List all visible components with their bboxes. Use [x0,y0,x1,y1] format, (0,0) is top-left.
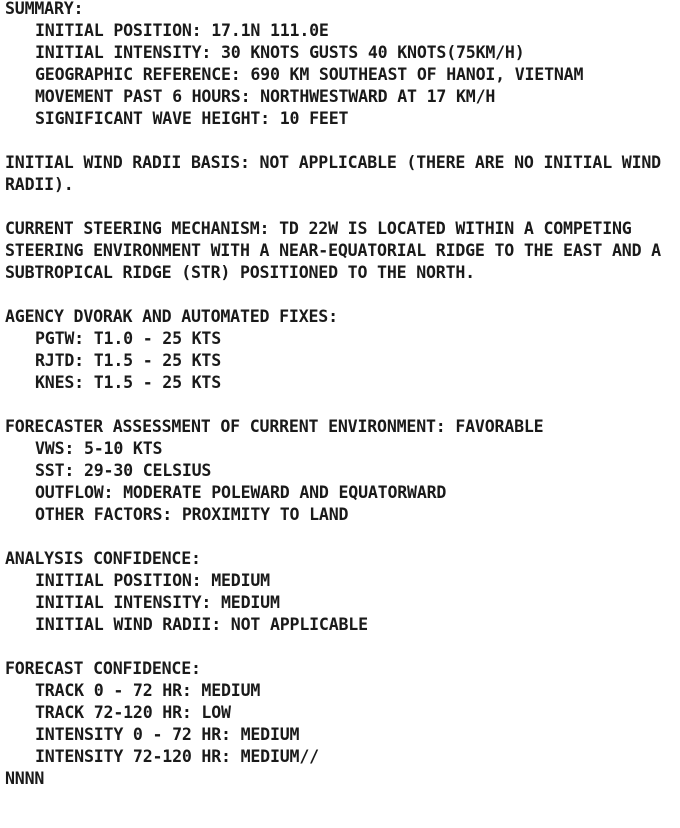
spacer [5,284,677,306]
summary-initial-intensity: INITIAL INTENSITY: 30 KNOTS GUSTS 40 KNOTS(75KM/H) [35,43,525,62]
analysis-confidence-wind-radii: INITIAL WIND RADII: NOT APPLICABLE [35,615,368,634]
analysis-confidence-position: INITIAL POSITION: MEDIUM [35,571,270,590]
summary-movement: MOVEMENT PAST 6 HOURS: NORTHWESTWARD AT 17 KM/H [35,87,496,106]
environment-heading: FORECASTER ASSESSMENT OF CURRENT ENVIRONMENT: FAVORABLE [5,417,544,436]
wind-radii-line-2: RADII). [5,175,74,194]
forecast-confidence-heading: FORECAST CONFIDENCE: [5,659,201,678]
steering-line-1: CURRENT STEERING MECHANISM: TD 22W IS LOCATED WITHIN A COMPETING [5,219,632,238]
dvorak-fix-pgtw: PGTW: T1.0 - 25 KTS [35,329,222,348]
summary-geographic-reference: GEOGRAPHIC REFERENCE: 690 KM SOUTHEAST OF HANOI, VIETNAM [35,65,584,84]
environment-outflow: OUTFLOW: MODERATE POLEWARD AND EQUATORWARD [35,483,447,502]
spacer [5,394,677,416]
analysis-confidence-heading: ANALYSIS CONFIDENCE: [5,549,201,568]
forecast-confidence-intensity-72-120: INTENSITY 72-120 HR: MEDIUM// [35,747,319,766]
forecast-confidence-track-0-72: TRACK 0 - 72 HR: MEDIUM [35,681,261,700]
dvorak-fix-rjtd: RJTD: T1.5 - 25 KTS [35,351,222,370]
wind-radii-line-1: INITIAL WIND RADII BASIS: NOT APPLICABLE (THERE ARE NO INITIAL WIND [5,153,661,172]
dvorak-fix-knes: KNES: T1.5 - 25 KTS [35,373,222,392]
spacer [5,196,677,218]
forecast-confidence-intensity-0-72: INTENSITY 0 - 72 HR: MEDIUM [35,725,300,744]
spacer [5,130,677,152]
bulletin-document [5,0,677,790]
steering-line-3: SUBTROPICAL RIDGE (STR) POSITIONED TO THE NORTH. [5,263,475,282]
environment-vws: VWS: 5-10 KTS [35,439,163,458]
analysis-confidence-intensity: INITIAL INTENSITY: MEDIUM [35,593,280,612]
forecast-confidence-track-72-120: TRACK 72-120 HR: LOW [35,703,231,722]
spacer [5,526,677,548]
summary-heading: SUMMARY: [5,0,84,18]
dvorak-heading: AGENCY DVORAK AND AUTOMATED FIXES: [5,307,338,326]
summary-wave-height: SIGNIFICANT WAVE HEIGHT: 10 FEET [35,109,349,128]
steering-line-2: STEERING ENVIRONMENT WITH A NEAR-EQUATORIAL RIDGE TO THE EAST AND A [5,241,661,260]
end-marker: NNNN [5,769,45,788]
environment-other-factors: OTHER FACTORS: PROXIMITY TO LAND [35,505,349,524]
summary-initial-position: INITIAL POSITION: 17.1N 111.0E [35,21,329,40]
environment-sst: SST: 29-30 CELSIUS [35,461,212,480]
spacer [5,636,677,658]
